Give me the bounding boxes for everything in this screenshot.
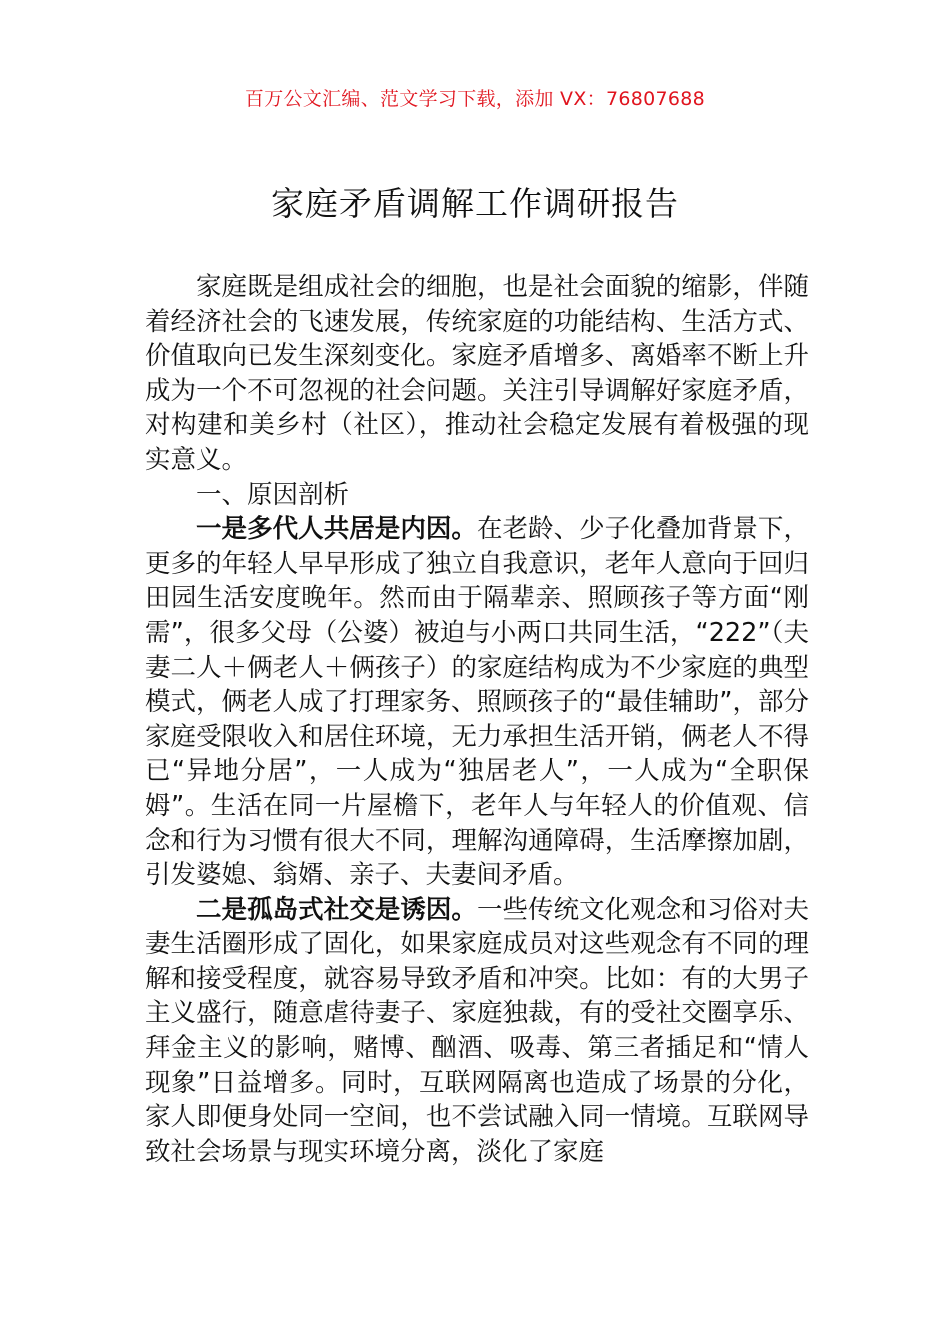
section-heading: 一、原因剖析 xyxy=(196,479,350,510)
paragraph-point-1 xyxy=(145,512,809,893)
document-title: 家庭矛盾调解工作调研报告 xyxy=(271,184,679,223)
point-2-lead: 二是孤岛式社交是诱因。 xyxy=(196,894,477,925)
point-2-text: 一些传统文化观念和习俗对夫妻生活圈形成了固化，如果家庭成员对这些观念有不同的理解和接受程度，就容易导致矛盾和冲突。比如：有的大男子主义盛行，随意虐待妻子、家庭独裁，有的受社交圈享乐、拜金主义的影响，赌博、酗酒、吸毒、第三者插足和“情人现象”日益增多。同时，互联网隔离也造成了场景的分化，家人即便身处同一空间，也不尝试融入同一情境。互联网导致社会场景与现实环境分离，淡化了家庭 xyxy=(145,894,809,1167)
paragraph-point-2 xyxy=(145,893,809,1170)
document-body xyxy=(145,270,809,1169)
intro-paragraph: 家庭既是组成社会的细胞，也是社会面貌的缩影，伴随着经济社会的飞速发展，传统家庭的功能结构、生活方式、价值取向已发生深刻变化。家庭矛盾增多、离婚率不断上升成为一个不可忽视的社会问题。关注引导调解好家庭矛盾，对构建和美乡村（社区），推动社会稳定发展有着极强的现实意义。 xyxy=(145,272,809,475)
watermark-header: 百万公文汇编、范文学习下载，添加 VX：76807688 xyxy=(244,88,706,110)
point-1-lead: 一是多代人共居是内因。 xyxy=(196,514,477,545)
point-1-text: 在老龄、少子化叠加背景下，更多的年轻人早早形成了独立自我意识，老年人意向于回归田园生活安度晚年。然而由于隔辈亲、照顾孩子等方面“刚需”，很多父母（公婆）被迫与小两口共同生活，“222”（夫妻二人＋俩老人＋俩孩子）的家庭结构成为不少家庭的典型模式，俩老人成了打理家务、照顾孩子的“最佳辅助”，部分家庭受限收入和居住环境，无力承担生活开销，俩老人不得已“异地分居”，一人成为“独居老人”，一人成为“全职保姆”。生活在同一片屋檐下，老年人与年轻人的价值观、信念和行为习惯有很大不同，理解沟通障碍，生活摩擦加剧，引发婆媳、翁婿、亲子、夫妻间矛盾。 xyxy=(145,514,809,891)
